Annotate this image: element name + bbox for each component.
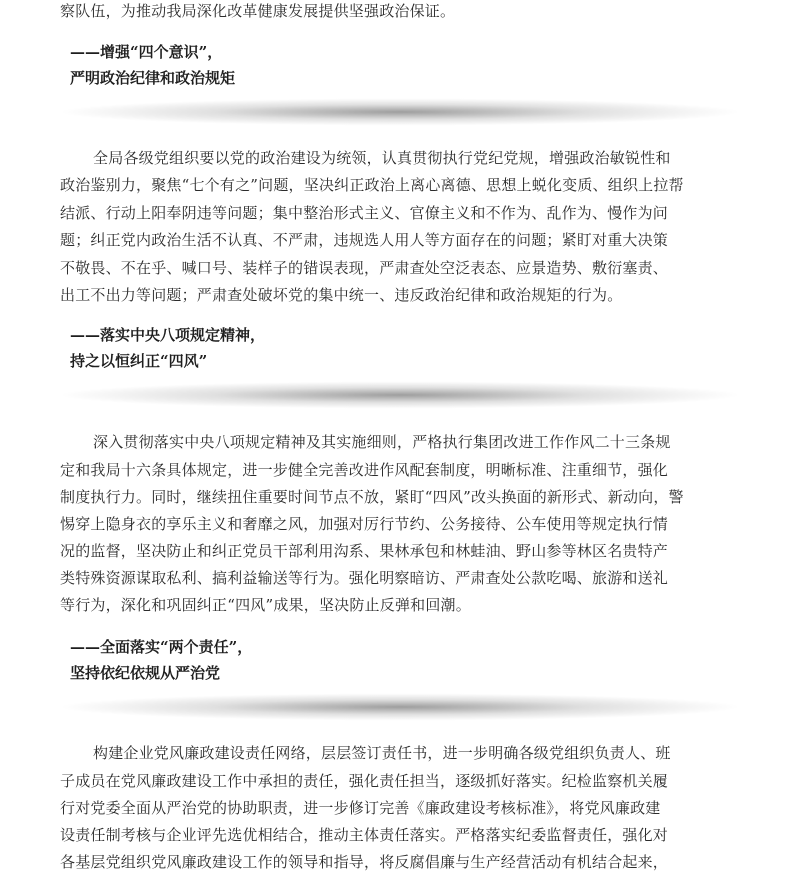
section-2-body-line-5: 况的监督，坚决防止和纠正党员干部利用沟系、果林承包和林蛙油、野山参等林区名贵特产 bbox=[60, 542, 669, 560]
section-1-body-line-1: 全局各级党组织要以党的政治建设为统领，认真贯彻执行党纪党规，增强政治敏锐性和 bbox=[93, 149, 671, 167]
section-2-body-line-3: 制度执行力。同时，继续扭住重要时间节点不放，紧盯“四风”改头换面的新形式、新动向，警 bbox=[60, 488, 684, 506]
section-3-body-line-3: 行对党委全面从严治党的协助职责，进一步修订完善《廉政建设考核标准》，将党风廉政建 bbox=[60, 799, 661, 817]
section-2-heading-line-2: 持之以恒纠正“四风” bbox=[70, 352, 208, 370]
section-2-body-line-1: 深入贯彻落实中央八项规定精神及其实施细则，严格执行集团改进工作作风二十三条规 bbox=[93, 433, 671, 451]
section-1-body-line-2: 政治鉴别力，聚焦“七个有之”问题，坚决纠正政治上离心离德、思想上蜕化变质、组织上拉帮 bbox=[60, 176, 684, 194]
section-2-body-line-4: 惕穿上隐身衣的享乐主义和奢靡之风，加强对厉行节约、公务接待、公车使用等规定执行情 bbox=[60, 515, 669, 533]
section-2-body-line-6: 类特殊资源谋取私利、搞利益输送等行为。强化明察暗访、严肃查处公款吃喝、旅游和送礼 bbox=[60, 569, 669, 587]
section-3-body-line-4: 设责任制考核与企业评先选优相结合，推动主体责任落实。严格落实纪委监督责任，强化对 bbox=[60, 826, 669, 844]
section-1-heading-line-1: ——增强“四个意识”， bbox=[70, 43, 223, 61]
section-1-body-line-5: 不敬畏、不在乎、喊口号、装样子的错误表现，严肃查处空泛表态、应景造势、敷衍塞责、 bbox=[60, 259, 669, 277]
section-3-body-line-5: 各基层党组织党风廉政建设工作的领导和指导，将反腐倡廉与生产经营活动有机结合起来， bbox=[60, 853, 669, 871]
section-3-shadow-divider bbox=[60, 690, 740, 724]
section-1-body-line-4: 题；纠正党内政治生活不认真、不严肃，违规选人用人等方面存在的问题；紧盯对重大决策 bbox=[60, 231, 669, 249]
section-2-body-line-7: 等行为，深化和巩固纠正“四风”成果，坚决防止反弹和回潮。 bbox=[60, 596, 471, 614]
intro-paragraph-tail: 察队伍，为推动我局深化改革健康发展提供坚强政治保证。 bbox=[60, 2, 456, 20]
section-2-shadow-divider bbox=[60, 378, 740, 412]
section-1-body-line-6: 出工不出力等问题；严肃查处破坏党的集中统一、违反政治纪律和政治规矩的行为。 bbox=[60, 286, 623, 304]
section-1-body-line-3: 结派、行动上阳奉阴违等问题；集中整治形式主义、官僚主义和不作为、乱作为、慢作为问 bbox=[60, 204, 669, 222]
section-1-heading-line-2: 严明政治纪律和政治规矩 bbox=[70, 69, 236, 87]
section-3-body-line-1: 构建企业党风廉政建设责任网络，层层签订责任书，进一步明确各级党组织负责人、班 bbox=[93, 744, 671, 762]
section-2-body-line-2: 定和我局十六条具体规定，进一步健全完善改进作风配套制度，明晰标准、注重细节，强化 bbox=[60, 461, 669, 479]
section-2-heading-line-1: ——落实中央八项规定精神， bbox=[70, 326, 266, 344]
section-3-body-line-2: 子成员在党风廉政建设工作中承担的责任，强化责任担当，逐级抓好落实。纪检监察机关履 bbox=[60, 772, 669, 790]
section-1-shadow-divider bbox=[60, 95, 740, 129]
section-3-heading-line-2: 坚持依纪依规从严治党 bbox=[70, 664, 221, 682]
section-3-heading-line-1: ——全面落实“两个责任”， bbox=[70, 638, 253, 656]
